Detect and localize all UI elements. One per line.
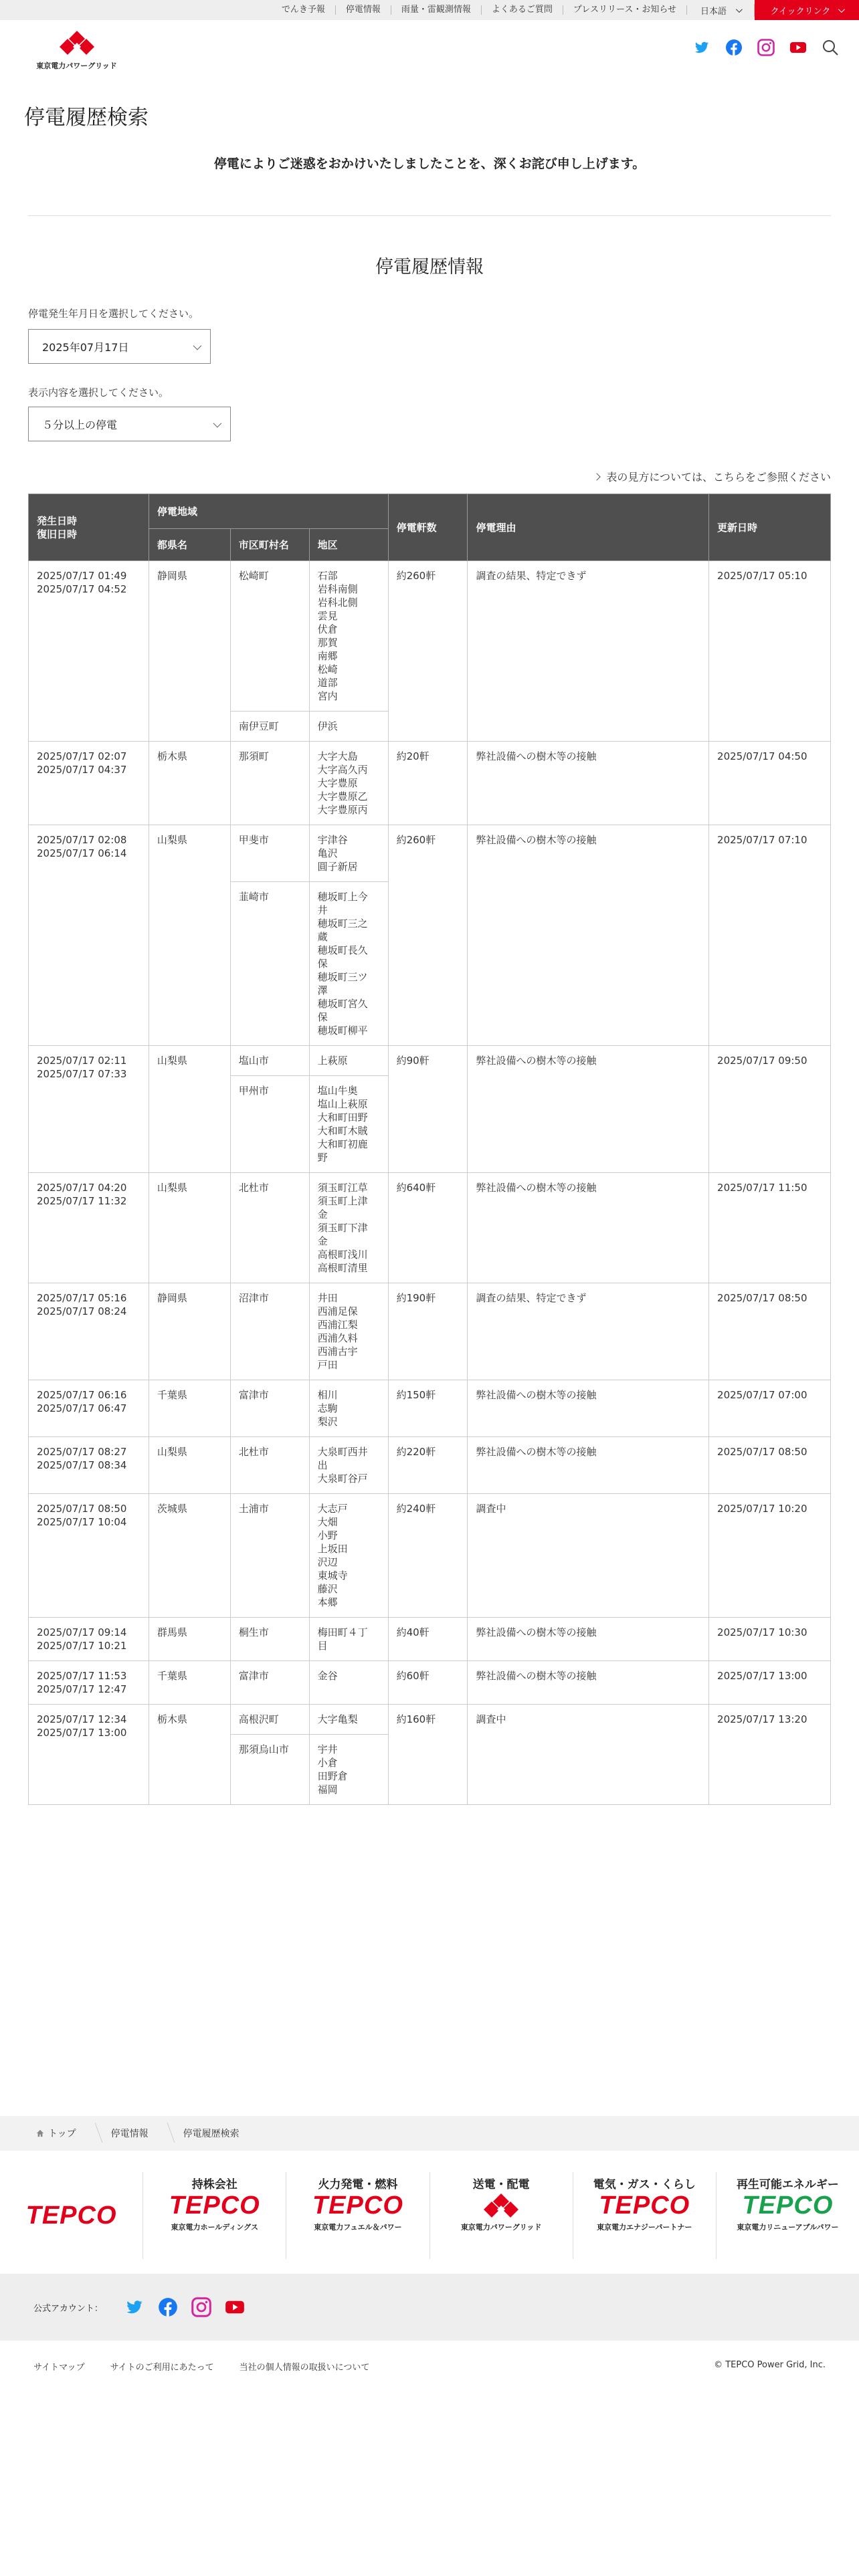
group-company-name: 東京電力ホールディングス (171, 2223, 259, 2232)
cell-occurred-restored: 2025/07/17 01:49 2025/07/17 04:52 (29, 561, 149, 742)
util-link-rain-lightning[interactable]: 雨量・雷観測情報 (391, 5, 482, 15)
cell-prefecture: 静岡県 (149, 1283, 230, 1380)
cell-city: 高根沢町 (230, 1705, 309, 1735)
cell-occurred-restored: 2025/07/17 04:20 2025/07/17 11:32 (29, 1173, 149, 1283)
header-prefecture: 都県名 (149, 529, 230, 561)
cell-outage-reason: 調査の結果、特定できず (468, 561, 709, 742)
footer-link-sitemap[interactable]: サイトマップ (33, 2363, 85, 2373)
cell-district: 伊浜 (309, 712, 388, 742)
cell-district: 宇井 小倉 田野倉 福岡 (309, 1735, 388, 1805)
cell-city: 北杜市 (230, 1173, 309, 1283)
breadcrumb-home[interactable] (36, 2127, 99, 2140)
cell-updated: 2025/07/17 09:50 (709, 1046, 831, 1173)
cell-outage-reason: 弊社設備への樹木等の接触 (468, 1661, 709, 1705)
site-header (0, 20, 859, 76)
cell-city: 松崎町 (230, 561, 309, 712)
footer-social-links (124, 2297, 245, 2317)
footer-link-terms[interactable]: サイトのご利用にあたって (110, 2363, 214, 2373)
twitter-icon[interactable] (693, 39, 710, 56)
cell-outage-count: 約150軒 (388, 1380, 468, 1437)
cell-prefecture: 栃木県 (149, 1705, 230, 1805)
cell-city: 韮崎市 (230, 882, 309, 1046)
official-accounts (0, 2274, 859, 2341)
language-selector[interactable] (687, 4, 755, 17)
section-title: 停電履歴情報 (375, 257, 484, 278)
cell-outage-count: 約640軒 (388, 1173, 468, 1283)
date-select[interactable] (28, 329, 211, 364)
cell-outage-reason: 調査中 (468, 1705, 709, 1805)
cell-district: 金谷 (309, 1661, 388, 1705)
footer-links (33, 2360, 369, 2373)
cell-outage-count: 約40軒 (388, 1618, 468, 1661)
cell-occurred-restored: 2025/07/17 09:14 2025/07/17 10:21 (29, 1618, 149, 1661)
home-icon (36, 2129, 44, 2137)
cell-occurred-restored: 2025/07/17 02:07 2025/07/17 04:37 (29, 742, 149, 825)
header-occurred-restored: 発生日時 復旧日時 (29, 494, 149, 561)
cell-prefecture: 山梨県 (149, 1046, 230, 1173)
table-row (29, 1661, 831, 1705)
breadcrumb-current: 停電履歴検索 (183, 2129, 240, 2139)
cell-updated: 2025/07/17 08:50 (709, 1283, 831, 1380)
cell-district: 大泉町西井 出 大泉町谷戸 (309, 1437, 388, 1494)
display-select[interactable] (28, 407, 231, 441)
header-social-links (693, 39, 839, 56)
cell-prefecture: 栃木県 (149, 742, 230, 825)
cell-city: 那須町 (230, 742, 309, 825)
cell-occurred-restored: 2025/07/17 05:16 2025/07/17 08:24 (29, 1283, 149, 1380)
apology-message: 停電によりご迷惑をおかけいたしましたことを、深くお詫び申し上げます。 (213, 156, 646, 171)
cell-district: 上萩原 (309, 1046, 388, 1076)
cell-outage-reason: 調査中 (468, 1494, 709, 1618)
group-label: 送電・配電 (472, 2178, 530, 2191)
cell-outage-reason: 弊社設備への樹木等の接触 (468, 1046, 709, 1173)
cell-city: 富津市 (230, 1380, 309, 1437)
cell-outage-count: 約190軒 (388, 1283, 468, 1380)
cell-prefecture: 茨城県 (149, 1494, 230, 1618)
cell-outage-count: 約260軒 (388, 561, 468, 742)
outage-history-table (28, 494, 831, 1805)
table-row (29, 1705, 831, 1735)
group-companies (0, 2172, 859, 2259)
cell-outage-count: 約240軒 (388, 1494, 468, 1618)
header-updated: 更新日時 (709, 494, 831, 561)
date-select-label: 停電発生年月日を選択してください。 (28, 308, 199, 320)
utility-bar (0, 0, 859, 20)
display-select-label: 表示内容を選択してください。 (28, 387, 169, 399)
cell-prefecture: 山梨県 (149, 825, 230, 1046)
breadcrumb (0, 2116, 859, 2151)
tepco-diamond-logo-icon (58, 29, 96, 56)
group-label: 持株会社 (191, 2178, 237, 2191)
tepco-logo: TEPCO (25, 2202, 117, 2230)
twitter-icon[interactable] (124, 2297, 145, 2317)
table-body (29, 561, 831, 1805)
cell-district: 塩山牛奥 塩山上萩原 大和町田野 大和町木賊 大和町初鹿 野 (309, 1076, 388, 1173)
tepco-logo: TEPCO (169, 2191, 260, 2220)
cell-district: 井田 西浦足保 西浦江梨 西浦久料 西浦古宇 戸田 (309, 1283, 388, 1380)
cell-updated: 2025/07/17 04:50 (709, 742, 831, 825)
group-label: 電気・ガス・くらし (593, 2178, 696, 2191)
table-row (29, 1380, 831, 1437)
facebook-icon[interactable] (158, 2297, 178, 2317)
cell-outage-count: 約20軒 (388, 742, 468, 825)
display-select-value: ５分以上の停電 (42, 418, 118, 431)
util-link-press[interactable]: プレスリリース・お知らせ (563, 5, 687, 15)
cell-prefecture: 千葉県 (149, 1380, 230, 1437)
tepco-diamond-logo-icon (482, 2192, 520, 2219)
cell-outage-count: 約260軒 (388, 825, 468, 1046)
table-header-row (29, 494, 831, 529)
cell-city: 塩山市 (230, 1046, 309, 1076)
cell-outage-reason: 調査の結果、特定できず (468, 1283, 709, 1380)
cell-prefecture: 山梨県 (149, 1437, 230, 1494)
cell-city: 甲州市 (230, 1076, 309, 1173)
cell-updated: 2025/07/17 05:10 (709, 561, 831, 742)
group-company-name: 東京電力パワーグリッド (460, 2223, 542, 2232)
page-title: 停電履歴検索 (24, 106, 149, 130)
youtube-icon[interactable] (225, 2297, 245, 2317)
group-label: 火力発電・燃料 (318, 2178, 398, 2191)
cell-district: 相川 志駒 梨沢 (309, 1380, 388, 1437)
cell-city: 富津市 (230, 1661, 309, 1705)
cell-updated: 2025/07/17 13:20 (709, 1705, 831, 1805)
date-select-value: 2025年07月17日 (42, 340, 129, 354)
breadcrumb-outage-info[interactable]: 停電情報 (111, 2127, 171, 2140)
youtube-icon[interactable] (789, 39, 807, 56)
cell-updated: 2025/07/17 10:20 (709, 1494, 831, 1618)
cell-updated: 2025/07/17 13:00 (709, 1661, 831, 1705)
cell-occurred-restored: 2025/07/17 06:16 2025/07/17 06:47 (29, 1380, 149, 1437)
cell-district: 石部 岩科南側 岩科北側 雲見 伏倉 那賀 南郷 松崎 道部 宮内 (309, 561, 388, 712)
site-logo[interactable] (31, 29, 122, 71)
cell-city: 那須烏山市 (230, 1735, 309, 1805)
util-link-outage-info[interactable]: 停電情報 (336, 5, 391, 15)
cell-city: 北杜市 (230, 1437, 309, 1494)
facebook-icon[interactable] (725, 39, 743, 56)
quick-link-label: クイックリンク (770, 6, 831, 17)
cell-occurred-restored: 2025/07/17 08:27 2025/07/17 08:34 (29, 1437, 149, 1494)
util-link-faq[interactable]: よくあるご質問 (482, 5, 563, 15)
cell-prefecture: 群馬県 (149, 1618, 230, 1661)
table-help-link[interactable] (594, 469, 831, 484)
cell-outage-reason: 弊社設備への樹木等の接触 (468, 1618, 709, 1661)
table-row (29, 1437, 831, 1494)
group-fuel-power[interactable] (286, 2172, 430, 2259)
chevron-down-icon (838, 6, 845, 13)
cell-city: 沼津市 (230, 1283, 309, 1380)
cell-outage-count: 約60軒 (388, 1661, 468, 1705)
table-help-link-label: 表の見方については、こちらをご参照ください (606, 471, 831, 484)
table-row (29, 561, 831, 712)
cell-outage-reason: 弊社設備への樹木等の接触 (468, 742, 709, 825)
logo-text: 東京電力パワーグリッド (36, 62, 117, 70)
group-company-name: 東京電力エナジーパートナー (597, 2223, 692, 2232)
cell-updated: 2025/07/17 10:30 (709, 1618, 831, 1661)
cell-district: 穂坂町上今 井 穂坂町三之 蔵 穂坂町長久 保 穂坂町三ツ 澤 穂坂町宮久 保 穂坂町柳平 (309, 882, 388, 1046)
group-company-name: 東京電力フュエル＆パワー (314, 2223, 402, 2232)
tepco-logo: TEPCO (312, 2191, 403, 2220)
cell-outage-reason: 弊社設備への樹木等の接触 (468, 1380, 709, 1437)
cell-district: 須玉町江草 須玉町上津 金 須玉町下津 金 高根町浅川 高根町清里 (309, 1173, 388, 1283)
table-row (29, 1173, 831, 1283)
cell-prefecture: 山梨県 (149, 1173, 230, 1283)
header-city: 市区町村名 (230, 529, 309, 561)
divider (28, 215, 831, 216)
group-power-grid[interactable] (430, 2172, 573, 2259)
cell-city: 桐生市 (230, 1618, 309, 1661)
table-row (29, 1046, 831, 1076)
footer-link-privacy[interactable]: 当社の個人情報の取扱いについて (239, 2363, 370, 2373)
cell-updated: 2025/07/17 07:00 (709, 1380, 831, 1437)
table-row (29, 1494, 831, 1618)
tepco-logo: TEPCO (599, 2191, 690, 2220)
header-outage-reason: 停電理由 (468, 494, 709, 561)
cell-occurred-restored: 2025/07/17 12:34 2025/07/17 13:00 (29, 1705, 149, 1805)
header-outage-count: 停電軒数 (388, 494, 468, 561)
cell-outage-reason: 弊社設備への樹木等の接触 (468, 1173, 709, 1283)
instagram-icon[interactable] (191, 2297, 211, 2317)
cell-outage-reason: 弊社設備への樹木等の接触 (468, 825, 709, 1046)
group-label: 再生可能エネルギー (736, 2178, 839, 2191)
cell-outage-reason: 弊社設備への樹木等の接触 (468, 1437, 709, 1494)
official-accounts-label: 公式アカウント： (33, 2303, 103, 2314)
copyright: © TEPCO Power Grid, Inc. (714, 2360, 826, 2370)
chevron-right-icon (593, 473, 601, 480)
util-link-denki-yoho[interactable]: でんき予報 (272, 5, 336, 15)
language-label: 日本語 (700, 6, 727, 17)
header-district: 地区 (309, 529, 388, 561)
cell-prefecture: 静岡県 (149, 561, 230, 742)
cell-district: 大志戸 大畑 小野 上坂田 沢辺 東城寺 藤沢 本郷 (309, 1494, 388, 1618)
group-renewable-power[interactable] (717, 2172, 859, 2259)
cell-prefecture: 千葉県 (149, 1661, 230, 1705)
chevron-down-icon (193, 341, 202, 350)
quick-link-button[interactable] (755, 0, 859, 20)
cell-city: 南伊豆町 (230, 712, 309, 742)
cell-district: 梅田町４丁 目 (309, 1618, 388, 1661)
cell-updated: 2025/07/17 07:10 (709, 825, 831, 1046)
table-row (29, 1283, 831, 1380)
table-row (29, 742, 831, 825)
tepco-logo: TEPCO (742, 2191, 834, 2220)
cell-occurred-restored: 2025/07/17 02:11 2025/07/17 07:33 (29, 1046, 149, 1173)
chevron-down-icon (736, 6, 743, 13)
cell-district: 大字亀梨 (309, 1705, 388, 1735)
table-row (29, 825, 831, 882)
group-energy-partner[interactable] (573, 2172, 717, 2259)
cell-occurred-restored: 2025/07/17 08:50 2025/07/17 10:04 (29, 1494, 149, 1618)
breadcrumb-home-label: トップ (48, 2129, 76, 2139)
cell-occurred-restored: 2025/07/17 02:08 2025/07/17 06:14 (29, 825, 149, 1046)
chevron-down-icon (213, 419, 222, 427)
cell-city: 甲斐市 (230, 825, 309, 882)
group-holdings[interactable] (143, 2172, 286, 2259)
cell-district: 大字大島 大字高久丙 大字豊原 大字豊原乙 大字豊原丙 (309, 742, 388, 825)
search-icon[interactable] (822, 39, 839, 56)
group-company-name: 東京電力リニューアブルパワー (737, 2223, 839, 2232)
cell-updated: 2025/07/17 11:50 (709, 1173, 831, 1283)
cell-city: 土浦市 (230, 1494, 309, 1618)
cell-occurred-restored: 2025/07/17 11:53 2025/07/17 12:47 (29, 1661, 149, 1705)
group-tepco[interactable] (0, 2172, 143, 2259)
cell-district: 宇津谷 亀沢 圓子新居 (309, 825, 388, 882)
cell-outage-count: 約160軒 (388, 1705, 468, 1805)
cell-outage-count: 約90軒 (388, 1046, 468, 1173)
cell-outage-count: 約220軒 (388, 1437, 468, 1494)
instagram-icon[interactable] (757, 39, 775, 56)
table-row (29, 1618, 831, 1661)
header-outage-area: 停電地域 (149, 494, 388, 529)
cell-updated: 2025/07/17 08:50 (709, 1437, 831, 1494)
